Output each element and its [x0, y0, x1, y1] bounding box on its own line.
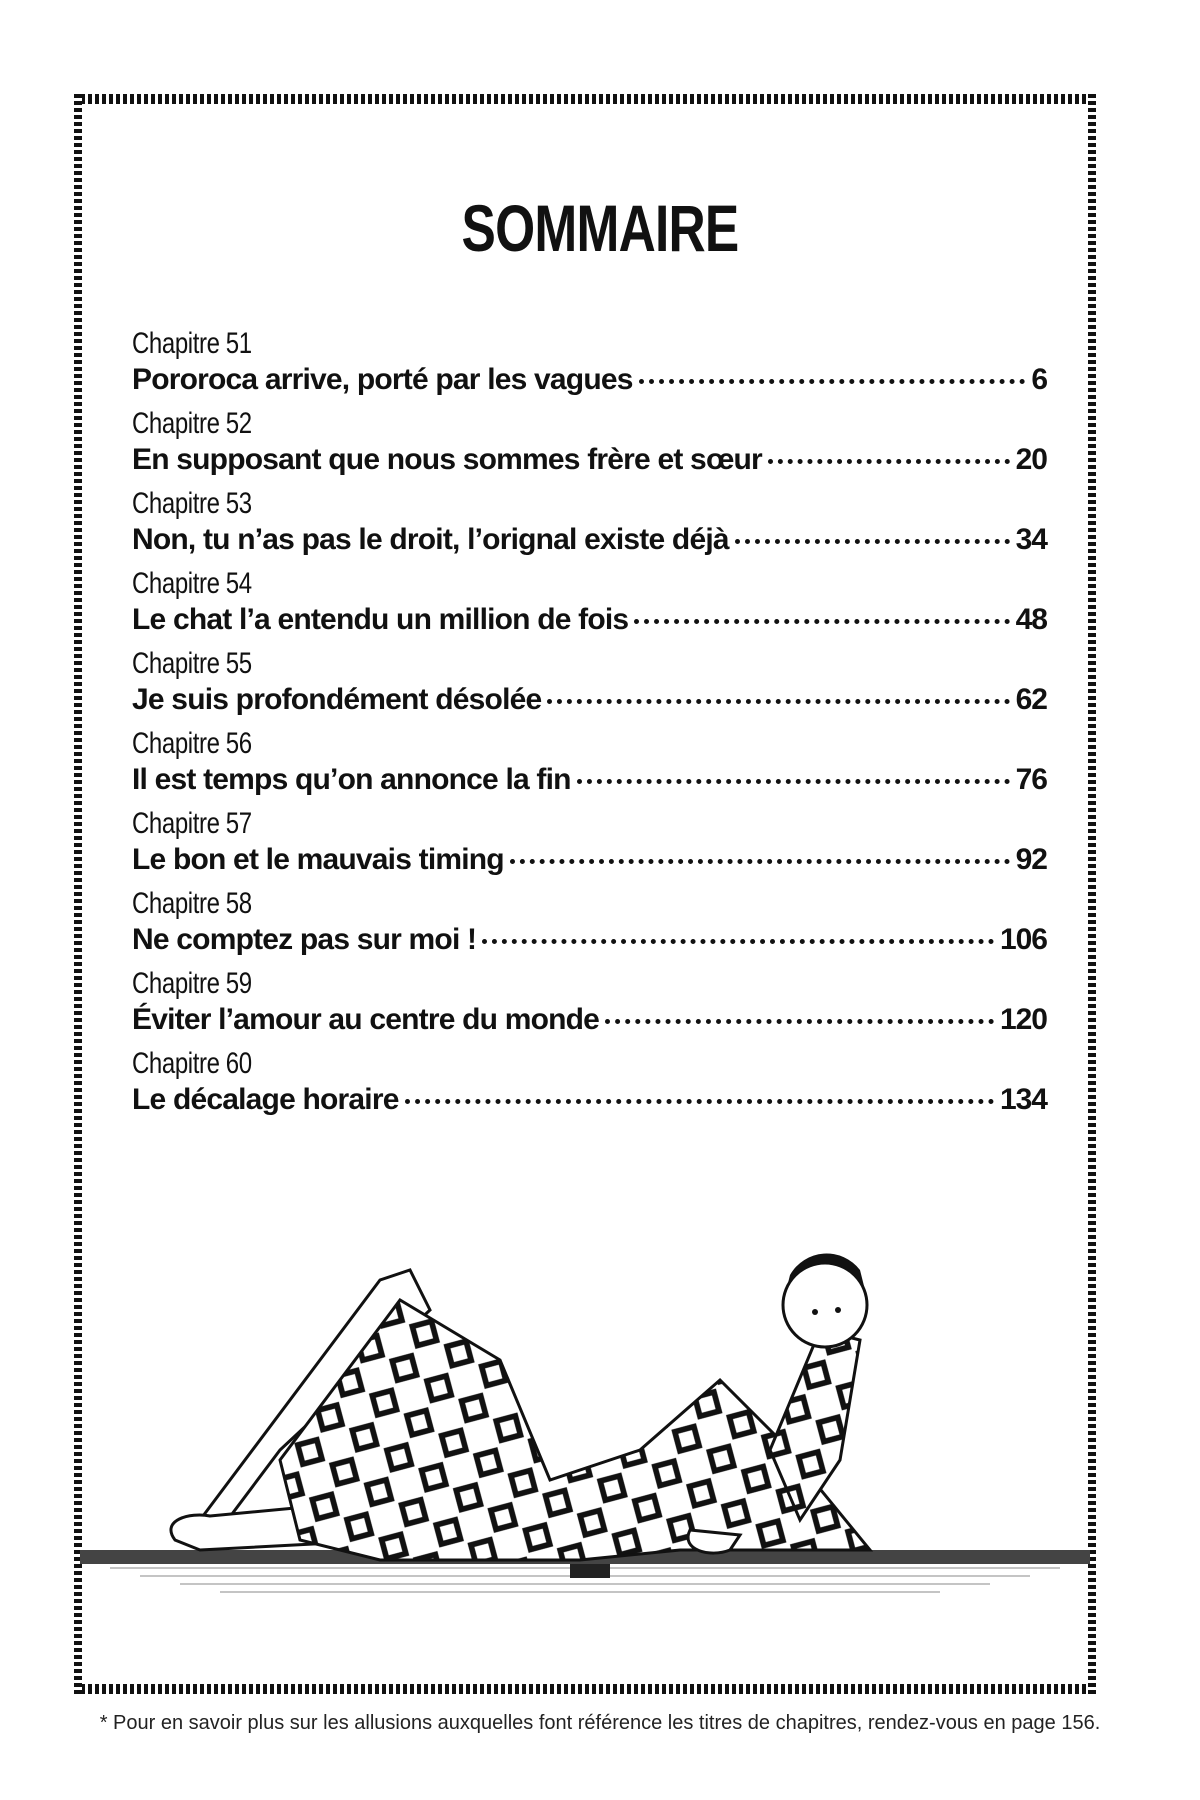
toc-entry[interactable] — [132, 325, 1047, 405]
toc-entry[interactable] — [132, 805, 1047, 885]
chapter-number: Chapitre 51 — [132, 327, 252, 360]
toc-entry[interactable] — [132, 645, 1047, 725]
chapter-number: Chapitre 60 — [132, 1047, 252, 1080]
page-number: 6 — [1031, 363, 1047, 396]
toc-entry[interactable] — [132, 885, 1047, 965]
chapter-title: Je suis profondément désolée — [132, 683, 542, 716]
page-number: 76 — [1015, 763, 1047, 796]
dot-leader — [547, 699, 1009, 704]
page-number: 92 — [1015, 843, 1047, 876]
dot-leader — [735, 539, 1010, 544]
chapter-number: Chapitre 58 — [132, 887, 252, 920]
toc-entry[interactable] — [132, 565, 1047, 645]
dot-leader — [605, 1019, 994, 1024]
dot-leader — [639, 379, 1026, 384]
eye — [835, 1307, 841, 1313]
chapter-number: Chapitre 53 — [132, 487, 252, 520]
chapter-number: Chapitre 59 — [132, 967, 252, 1000]
chapter-number: Chapitre 54 — [132, 567, 252, 600]
chapter-number: Chapitre 57 — [132, 807, 252, 840]
chapter-title: Ne comptez pas sur moi ! — [132, 923, 477, 956]
toc-entry[interactable] — [132, 405, 1047, 485]
footnote: * Pour en savoir plus sur les allusions auxquelles font référence les titres de chapitres, rendez-vous en page 156. — [99, 1712, 1101, 1734]
dot-leader — [510, 859, 1010, 864]
floor-block — [570, 1564, 610, 1578]
table-of-contents — [132, 325, 1047, 1125]
chapter-title: Le chat l’a entendu un million de fois — [132, 603, 629, 636]
toc-entry[interactable] — [132, 965, 1047, 1045]
border-top — [74, 94, 1096, 104]
dot-leader — [577, 779, 1010, 784]
chapter-title: Non, tu n’as pas le droit, l’orignal existe déjà — [132, 523, 729, 556]
toc-entry[interactable] — [132, 725, 1047, 805]
chapter-number: Chapitre 56 — [132, 727, 252, 760]
page-number: 34 — [1015, 523, 1047, 556]
dot-leader — [634, 619, 1009, 624]
page-number: 20 — [1015, 443, 1047, 476]
chapter-title: Il est temps qu’on annonce la fin — [132, 763, 571, 796]
page-number: 48 — [1015, 603, 1047, 636]
dot-leader — [768, 459, 1010, 464]
page-number: 106 — [999, 923, 1047, 956]
eye — [812, 1309, 818, 1315]
page-number: 134 — [999, 1083, 1047, 1116]
border-bottom — [74, 1684, 1096, 1694]
chapter-title: Le bon et le mauvais timing — [132, 843, 504, 876]
chapter-title: Le décalage horaire — [132, 1083, 399, 1116]
chapter-number: Chapitre 52 — [132, 407, 252, 440]
dot-leader — [482, 939, 994, 944]
page-number: 120 — [999, 1003, 1047, 1036]
page-number: 62 — [1015, 683, 1047, 716]
dot-leader — [405, 1099, 994, 1104]
chapter-title: En supposant que nous sommes frère et sœur — [132, 443, 762, 476]
chapter-number: Chapitre 55 — [132, 647, 252, 680]
toc-entry[interactable] — [132, 1045, 1047, 1125]
chapter-title: Éviter l’amour au centre du monde — [132, 1003, 600, 1036]
toc-entry[interactable] — [132, 485, 1047, 565]
reclining-figure-illustration — [80, 1250, 1090, 1630]
chapter-title: Pororoca arrive, porté par les vagues — [132, 363, 633, 396]
page-title: SOMMAIRE — [461, 191, 739, 265]
